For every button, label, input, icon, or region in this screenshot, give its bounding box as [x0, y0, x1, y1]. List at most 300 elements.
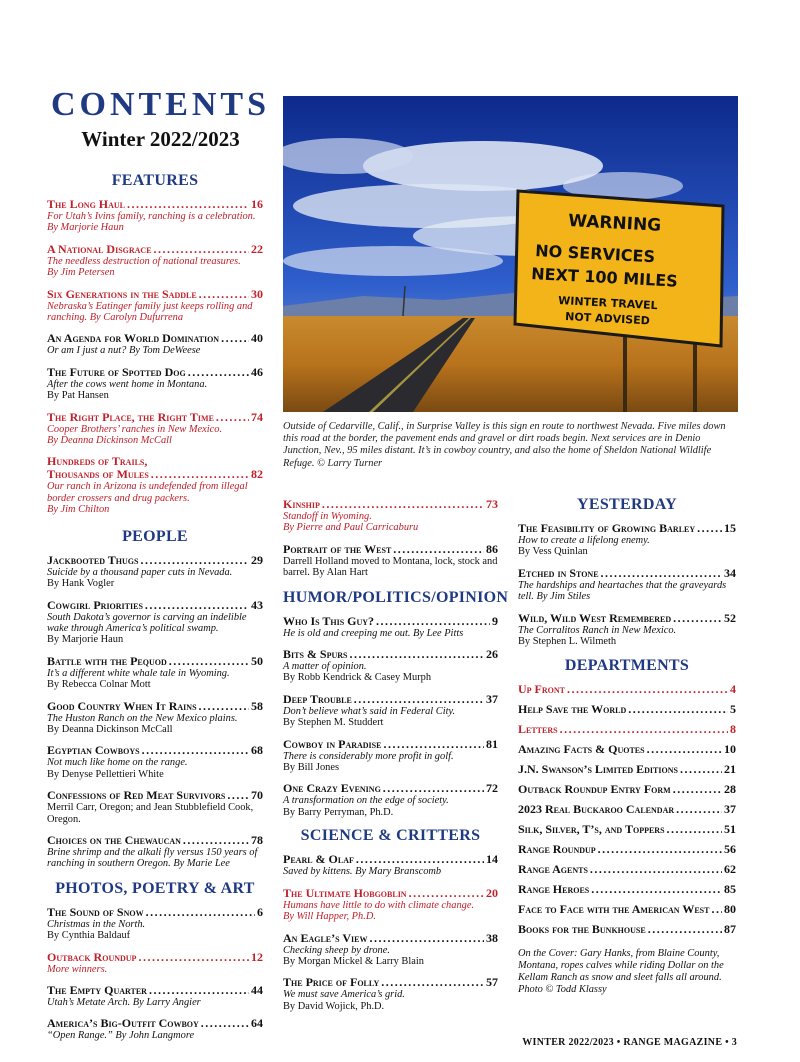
toc-entry-page: 9: [492, 613, 498, 628]
toc-entry-page: 15: [724, 521, 736, 535]
leader-dots: [598, 843, 722, 856]
toc-entry[interactable]: [47, 243, 263, 279]
issue-subtitle: Winter 2022/2023: [81, 127, 240, 151]
toc-entry-page: 38: [486, 930, 498, 945]
toc-entry-byline: By Cynthia Baldauf: [47, 930, 131, 942]
toc-entry-title-row: [518, 823, 736, 836]
sign-line-4: WINTER TRAVEL: [557, 294, 658, 313]
sign-line-3: NEXT 100 MILES: [530, 264, 679, 291]
toc-entry[interactable]: [518, 783, 736, 796]
toc-entry-page: 16: [251, 197, 263, 211]
toc-entry-title-row: [47, 655, 263, 668]
toc-entry[interactable]: [283, 738, 498, 774]
toc-entry-title-row: [47, 288, 263, 301]
page-footer: WINTER 2022/2023 • RANGE MAGAZINE • 3: [522, 1037, 737, 1048]
humor-heading: HUMOR/POLITICS/OPINION: [283, 588, 509, 606]
toc-entry-title: Outback Roundup Entry Form: [518, 782, 671, 797]
toc-entry-byline: By Marjorie Haun: [47, 634, 124, 646]
toc-entry[interactable]: [47, 789, 263, 825]
toc-entry-title: Books for the Bunkhouse: [518, 922, 646, 937]
toc-entry-description: Our ranch in Arizona is undefended from illegal border crossers and drug packers.: [47, 481, 248, 504]
toc-entry-description: Standoff in Wyoming.: [283, 511, 372, 522]
toc-entry-byline: By Pat Hansen: [47, 390, 109, 402]
toc-entry-byline: By Barry Perryman, Ph.D.: [283, 806, 394, 818]
toc-entry[interactable]: [47, 599, 263, 646]
toc-entry-title: Good Country When It Rains: [47, 698, 197, 713]
toc-entry-page: 68: [251, 743, 263, 758]
toc-entry-byline: By Morgan Mickel & Larry Blain: [283, 955, 424, 967]
leader-dots: [354, 693, 484, 706]
toc-entry-title: Wild, Wild West Remembered: [518, 610, 672, 625]
toc-entry-title-row: [518, 923, 736, 936]
toc-entry[interactable]: [518, 567, 736, 603]
toc-entry-title: Etched in Stone: [518, 565, 599, 580]
toc-entry-title: Range Roundup: [518, 842, 596, 857]
toc-entry-description: Utah’s Metate Arch. By Larry Angier: [47, 997, 201, 1008]
toc-entry-title-row: [283, 853, 498, 866]
toc-entry-title-row: [283, 782, 498, 795]
toc-entry-byline: By Stephen L. Wilmeth: [518, 636, 617, 648]
toc-entry[interactable]: [283, 615, 498, 639]
toc-entry-description: We must save America’s grid.: [283, 989, 405, 1001]
road-sign-illustration: [283, 96, 738, 412]
toc-entry-title-row: [283, 615, 498, 628]
toc-entry[interactable]: [518, 723, 736, 736]
yesterday-heading: YESTERDAY: [577, 496, 677, 513]
toc-entry-page: 37: [724, 802, 736, 817]
toc-entry-byline: By Robb Kendrick & Casey Murph: [283, 672, 432, 684]
leader-dots: [216, 411, 249, 424]
toc-entry-title: J.N. Swanson’s Limited Editions: [518, 762, 678, 777]
leader-dots: [227, 789, 249, 802]
toc-entry-title-row: [47, 951, 263, 964]
toc-entry-page: 37: [486, 691, 498, 706]
toc-entry-title: The Ultimate Hobgoblin: [283, 885, 407, 900]
toc-entry-page: 43: [251, 597, 263, 612]
toc-entry-title-row: [283, 887, 498, 900]
toc-entry-byline: By Jim Petersen: [47, 267, 115, 279]
leader-dots: [151, 468, 249, 481]
toc-entry-description: After the cows went home in Montana.: [47, 378, 208, 390]
leader-dots: [138, 951, 249, 964]
toc-entry-byline: By Rebecca Colnar Mott: [47, 679, 151, 691]
toc-entry-page: 72: [486, 781, 498, 796]
toc-entry-title-row: [518, 703, 736, 716]
leader-dots: [356, 853, 484, 866]
toc-entry-page: 87: [724, 922, 736, 937]
leader-dots: [648, 923, 722, 936]
departments-heading: DEPARTMENTS: [564, 657, 690, 675]
toc-entry-title: Cowboy in Paradise: [283, 736, 382, 751]
leader-dots: [673, 783, 722, 796]
toc-entry[interactable]: [518, 612, 736, 648]
toc-entry[interactable]: [283, 693, 498, 729]
leader-dots: [140, 554, 249, 567]
toc-entry-description: Humans have little to do with climate change.: [283, 899, 475, 911]
toc-entry-description: There is considerably more profit in golf.: [283, 750, 454, 762]
toc-entry-page: 78: [251, 832, 263, 847]
features-list: [47, 198, 263, 516]
toc-entry-byline: By Denyse Pellettieri White: [47, 768, 164, 780]
toc-entry-title: One Crazy Evening: [283, 781, 381, 796]
toc-entry[interactable]: [283, 543, 498, 579]
toc-entry-byline: Merril Carr, Oregon; and Jean Stubblefield Cook, Oregon.: [47, 802, 254, 825]
toc-entry-title: 2023 Real Buckaroo Calendar: [518, 802, 675, 817]
toc-entry[interactable]: [47, 332, 263, 356]
toc-entry-page: 12: [251, 949, 263, 964]
toc-entry-title: An Eagle’s View: [283, 930, 368, 945]
leader-dots: [697, 522, 722, 535]
toc-entry-title-row: [47, 366, 263, 379]
leader-dots: [409, 887, 484, 900]
toc-entry-title: Kinship: [283, 497, 320, 511]
leader-dots: [145, 599, 249, 612]
toc-entry[interactable]: [518, 903, 736, 916]
toc-entry-title-row: [518, 803, 736, 816]
toc-entry-description: The Huston Ranch on the New Mexico plains.: [47, 712, 238, 724]
toc-entry-page: 20: [486, 885, 498, 900]
toc-entry-title: Cowgirl Priorities: [47, 597, 143, 612]
toc-entry[interactable]: [47, 554, 263, 590]
toc-entry-title: Jackbooted Thugs: [47, 552, 139, 567]
toc-entry-title-row: [283, 976, 498, 989]
toc-entry-page: 8: [730, 722, 736, 737]
toc-entry-description: More winners.: [47, 963, 108, 975]
toc-entry-description: Saved by kittens. By Mary Branscomb: [283, 866, 442, 878]
toc-entry[interactable]: [518, 883, 736, 896]
toc-entry-byline: By Deanna Dickinson McCall: [47, 435, 172, 447]
toc-entry-description: A transformation on the edge of society.: [283, 795, 449, 807]
toc-entry-page: 70: [251, 788, 263, 803]
leader-dots: [188, 366, 249, 379]
toc-entry[interactable]: [283, 853, 498, 877]
toc-entry-page: 85: [724, 882, 736, 897]
toc-entry-page: 51: [724, 822, 736, 837]
toc-entry-title: Outback Roundup: [47, 949, 137, 964]
toc-entry-title: Confessions of Red Meat Survivors: [47, 788, 226, 803]
toc-entry-page: 52: [724, 610, 736, 625]
toc-entry-description: Or am I just a nut? By Tom DeWeese: [47, 345, 201, 357]
features-heading: FEATURES: [111, 172, 199, 189]
toc-entry-title-row: [47, 599, 263, 612]
toc-entry-title: Up Front: [518, 682, 565, 697]
toc-entry-page: 44: [251, 983, 263, 997]
toc-entry[interactable]: [518, 923, 736, 936]
toc-entry-page: 22: [251, 241, 263, 256]
toc-entry-title-row: [283, 738, 498, 751]
leader-dots: [567, 683, 728, 696]
toc-entry-page: 34: [724, 565, 736, 580]
toc-entry-title-row: [518, 567, 736, 580]
leader-dots: [381, 976, 484, 989]
toc-entry-title: Portrait of the West: [283, 541, 392, 556]
toc-entry-page: 29: [251, 552, 263, 567]
toc-entry-title-row: [518, 903, 736, 916]
toc-entry-title: Face to Face with the American West: [518, 902, 710, 917]
leader-dots: [590, 863, 722, 876]
toc-entry-title-row: [518, 612, 736, 625]
toc-entry-title: The Price of Folly: [283, 975, 380, 990]
toc-entry-title-row: [518, 883, 736, 896]
right-column: [518, 496, 736, 996]
toc-entry-title-row: [283, 648, 498, 661]
toc-entry-title: Amazing Facts & Quotes: [518, 742, 645, 757]
toc-entry-page: 21: [724, 762, 736, 777]
photo-caption: Outside of Cedarville, Calif., in Surprise Valley is this sign en route to northwest Nevada. Five miles down this road at the border, the pavement ends and gravel or dirt roads begin. Next services are in Denio Junction, Nev., 95 miles distant. It’s in cowboy country, and also the home of Sheldon National Wildlife Refuge. © Larry Turner: [283, 421, 726, 469]
leader-dots: [154, 243, 249, 256]
toc-entry-page: 58: [251, 698, 263, 713]
toc-entry-page: 50: [251, 653, 263, 668]
toc-entry[interactable]: [518, 522, 736, 558]
yesterday-list: [518, 522, 736, 647]
toc-entry-page: 4: [730, 682, 736, 697]
toc-entry-title-row: [518, 843, 736, 856]
toc-entry-page: 14: [486, 852, 498, 867]
leader-dots: [199, 288, 249, 301]
toc-entry-title: Pearl & Olaf: [283, 852, 354, 867]
toc-entry[interactable]: [47, 700, 263, 736]
toc-entry-title-row: [47, 744, 263, 757]
leader-dots: [199, 700, 249, 713]
toc-entry-title: America’s Big-Outfit Cowboy: [47, 1016, 199, 1031]
people-list: [47, 554, 263, 870]
toc-entry-title-row: [47, 789, 263, 802]
toc-entry-title: Battle with the Pequod: [47, 653, 167, 668]
toc-entry[interactable]: [518, 823, 736, 836]
toc-entry-title: The Sound of Snow: [47, 904, 144, 919]
toc-entry-title: Who Is This Guy?: [283, 613, 375, 628]
toc-entry-description: Nebraska’s Eatinger family just keeps rolling and ranching. By Carolyn Dufurrena: [47, 300, 253, 324]
toc-entry-title: The Right Place, the Right Time: [47, 409, 214, 424]
toc-entry-page: 56: [724, 842, 736, 857]
toc-entry-description: The hardships and heartaches that the graveyards tell. By Jim Stiles: [518, 579, 727, 603]
toc-entry-title-row: [283, 693, 498, 706]
toc-entry-title: Thousands of Mules: [47, 467, 149, 482]
toc-entry-title-row: [47, 906, 263, 919]
toc-entry-title-row: [518, 683, 736, 696]
toc-entry[interactable]: [283, 648, 498, 684]
people-heading: PEOPLE: [122, 527, 188, 545]
toc-entry-title-row: [518, 723, 736, 736]
toc-entry[interactable]: [47, 1017, 263, 1041]
toc-entry-description: It’s a different white whale tale in Wyoming.: [47, 667, 230, 679]
toc-entry-title: Bits & Spurs: [283, 647, 348, 662]
toc-entry-page: 57: [486, 975, 498, 990]
leader-dots: [127, 198, 249, 211]
leader-dots: [601, 567, 722, 580]
toc-entry-description: For Utah’s Ivins family, ranching is a celebration. By Marjorie Haun: [47, 211, 256, 234]
toc-entry-page: 6: [257, 904, 263, 919]
leader-dots: [383, 738, 484, 751]
toc-entry-page: 10: [724, 742, 736, 757]
toc-entry[interactable]: [518, 683, 736, 696]
toc-entry[interactable]: [47, 455, 263, 515]
toc-entry-title: A National Disgrace: [47, 241, 152, 256]
toc-entry-description: A matter of opinion.: [283, 661, 367, 673]
leader-dots: [149, 984, 249, 997]
toc-entry-title: Range Heroes: [518, 882, 590, 897]
leader-dots: [142, 744, 249, 757]
toc-entry[interactable]: [283, 887, 498, 923]
leader-dots: [591, 883, 722, 896]
toc-entry[interactable]: [47, 951, 263, 975]
toc-entry[interactable]: [47, 366, 263, 402]
toc-entry-title: Egyptian Cowboys: [47, 743, 140, 758]
leader-dots: [369, 932, 484, 945]
toc-entry[interactable]: [518, 843, 736, 856]
toc-entry-description: Brine shrimp and the alkali fly versus 150 years of ranching in southern Oregon. By Marie Lee: [47, 846, 258, 870]
toc-entry-page: 64: [251, 1016, 263, 1031]
toc-entry-title-row: [518, 522, 736, 535]
toc-entry-description: “Open Range.” By John Langmore: [47, 1030, 195, 1042]
toc-entry-title: The Long Haul: [47, 197, 126, 211]
photos-heading: PHOTOS, POETRY & ART: [55, 879, 255, 897]
toc-entry-byline: By Vess Quinlan: [518, 546, 588, 558]
toc-entry[interactable]: [47, 198, 263, 234]
toc-entry-description: Not much like home on the range.: [47, 757, 188, 769]
toc-entry-description: Cooper Brothers’ ranches in New Mexico.: [47, 423, 223, 435]
toc-entry-title: Silk, Silver, T’s, and Toppers: [518, 822, 665, 837]
toc-entry[interactable]: [518, 803, 736, 816]
science-list: [283, 853, 498, 1012]
middle-column: [283, 497, 509, 1021]
toc-entry-title-row: [47, 834, 263, 847]
toc-entry-title-row: [47, 554, 263, 567]
toc-entry-page: 86: [486, 541, 498, 556]
toc-entry-title: Choices on the Chewaucan: [47, 832, 181, 847]
toc-entry-title-row: [47, 1017, 263, 1030]
toc-entry-page: 82: [251, 467, 263, 482]
toc-entry-title-row: [47, 468, 263, 481]
cover-note: On the Cover: Gary Hanks, from Blaine County, Montana, ropes calves while riding Dollar on the Kellam Ranch as snow and sleet falls all around. Photo © Todd Klassy: [518, 948, 724, 996]
toc-entry-byline: By Bill Jones: [283, 762, 340, 774]
toc-entry-description: Don’t believe what’s said in Federal City.: [283, 705, 456, 717]
toc-entry-byline: By Stephen M. Studdert: [283, 717, 384, 729]
photos-list: [47, 906, 263, 1042]
leader-dots: [680, 763, 722, 776]
toc-entry-title-row: [47, 198, 263, 211]
toc-entry-title-row: [47, 984, 263, 997]
toc-entry-page: 62: [724, 862, 736, 877]
leader-dots: [221, 332, 249, 345]
toc-entry-title: Range Agents: [518, 862, 588, 877]
leader-dots: [673, 612, 722, 625]
toc-entry-title: The Empty Quarter: [47, 983, 147, 997]
toc-entry-title-row: [518, 863, 736, 876]
toc-entry-title-row: [47, 332, 263, 345]
toc-entry-title-line: Hundreds of Trails,: [47, 454, 148, 469]
leader-dots: [393, 543, 484, 556]
toc-entry[interactable]: [47, 834, 263, 870]
sign-line-2: NO SERVICES: [534, 241, 656, 267]
toc-entry[interactable]: [518, 703, 736, 716]
toc-entry-byline: By David Wojick, Ph.D.: [283, 1000, 385, 1012]
toc-entry-title: The Feasibility of Growing Barley: [518, 521, 696, 535]
toc-entry-page: 40: [251, 331, 263, 346]
leader-dots: [376, 615, 490, 628]
toc-entry-page: 74: [251, 409, 263, 424]
toc-entry-title: An Agenda for World Domination: [47, 331, 220, 346]
toc-entry-title-row: [47, 700, 263, 713]
leader-dots: [169, 655, 249, 668]
leader-dots: [383, 782, 484, 795]
humor-list: [283, 615, 498, 819]
toc-entry[interactable]: [283, 932, 498, 968]
toc-entry[interactable]: [47, 411, 263, 447]
toc-entry-title: Six Generations in the Saddle: [47, 286, 197, 301]
leader-dots: [711, 903, 722, 916]
toc-entry[interactable]: [518, 763, 736, 776]
toc-entry[interactable]: [47, 288, 263, 324]
toc-entry-title: Deep Trouble: [283, 691, 352, 706]
toc-entry-page: 81: [486, 736, 498, 751]
leader-dots: [676, 803, 722, 816]
toc-entry-title: The Future of Spotted Dog: [47, 364, 186, 379]
science-heading: SCIENCE & CRITTERS: [300, 827, 481, 845]
toc-entry[interactable]: [283, 782, 498, 818]
toc-entry[interactable]: [47, 655, 263, 691]
toc-entry-title-row: [283, 498, 498, 511]
toc-entry-description: The Corralitos Ranch in New Mexico.: [518, 624, 677, 636]
toc-entry-page: 26: [486, 647, 498, 662]
cover-photo-road-sign: [283, 96, 738, 412]
toc-entry[interactable]: [47, 744, 263, 780]
toc-entry-description: The needless destruction of national treasures.: [47, 255, 241, 267]
toc-entry-byline: By Will Happer, Ph.D.: [283, 911, 376, 923]
toc-entry[interactable]: [283, 498, 498, 534]
leader-dots: [322, 498, 484, 511]
leader-dots: [349, 648, 484, 661]
leader-dots: [628, 703, 728, 716]
toc-entry-title: Letters: [518, 722, 558, 737]
toc-entry-page: 5: [730, 702, 736, 717]
toc-entry-page: 28: [724, 782, 736, 797]
leader-dots: [667, 823, 722, 836]
toc-entry-byline: By Jim Chilton: [47, 504, 110, 516]
leader-dots: [560, 723, 728, 736]
toc-entry-byline: Darrell Holland moved to Montana, lock, stock and barrel. By Alan Hart: [283, 555, 498, 579]
toc-entry[interactable]: [518, 743, 736, 756]
toc-entry-description: South Dakota’s governor is carving an indelible wake through America’s political swamp.: [47, 611, 247, 634]
toc-entry-description: How to create a lifelong enemy.: [518, 535, 650, 546]
leader-dots: [146, 906, 255, 919]
toc-entry-title: Help Save the World: [518, 702, 627, 717]
toc-entry[interactable]: [283, 976, 498, 1012]
toc-entry-description: Suicide by a thousand paper cuts in Nevada.: [47, 566, 233, 578]
toc-entry-byline: By Deanna Dickinson McCall: [47, 723, 173, 735]
sign-line-5: NOT ADVISED: [564, 310, 651, 328]
toc-entry-page: 46: [251, 364, 263, 379]
toc-entry-title-row: [47, 411, 263, 424]
toc-entry-description: Checking sheep by drone.: [283, 944, 390, 956]
toc-entry-title-row: [518, 763, 736, 776]
departments-list: [518, 683, 736, 936]
toc-entry-description: Christmas in the North.: [47, 918, 146, 930]
toc-entry[interactable]: [47, 906, 263, 942]
toc-entry[interactable]: [518, 863, 736, 876]
leader-dots: [201, 1017, 249, 1030]
toc-entry-title-row: [47, 243, 263, 256]
page-title: CONTENTS: [50, 86, 271, 123]
toc-entry-title-row: [518, 743, 736, 756]
toc-entry-page: 73: [486, 497, 498, 511]
left-column: [47, 172, 263, 1051]
leader-dots: [183, 834, 249, 847]
toc-entry[interactable]: [47, 984, 263, 1008]
toc-entry-title-row: [283, 543, 498, 556]
toc-entry-title-row: [283, 932, 498, 945]
toc-entry-description: He is old and creeping me out. By Lee Pitts: [283, 627, 464, 639]
